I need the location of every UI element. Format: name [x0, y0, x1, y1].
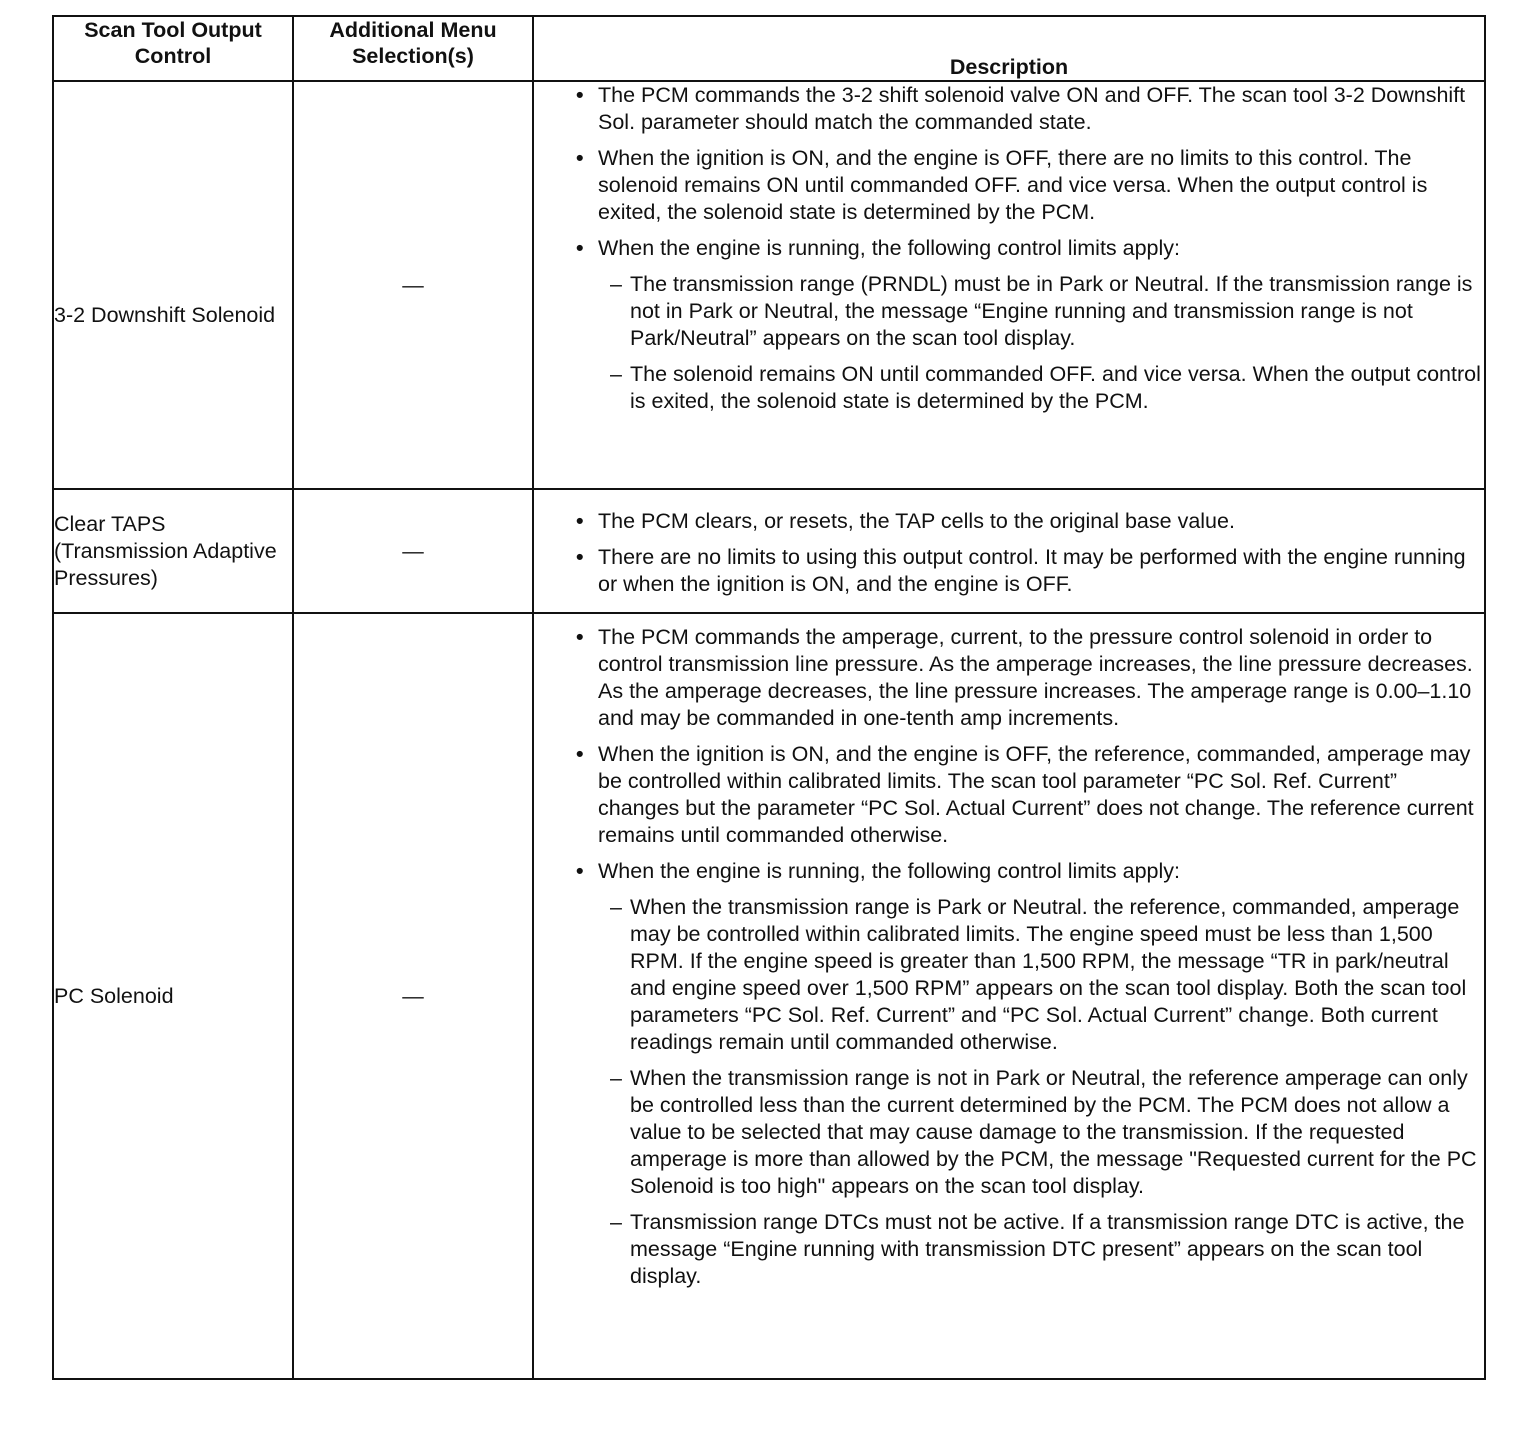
sub-item: – The transmission range (PRNDL) must be in Park or Neutral. If the transmission range is not in Park or Neutral, the message “Engine running and transmission range is not Park/Neutral” appears on the scan tool display.	[610, 272, 1473, 350]
dash-icon: –	[610, 272, 622, 296]
bullet-icon: •	[576, 509, 584, 533]
bullet-item: • There are no limits to using this output control. It may be performed with the engine running or when the ignition is ON, and the engine is OFF.	[576, 545, 1466, 596]
dash-icon: –	[610, 1210, 622, 1234]
bullet-icon: •	[576, 236, 584, 260]
dash-icon: –	[610, 895, 622, 919]
bullet-item: • When the engine is running, the following control limits apply: – When the transmission range is Park or Neutral. the reference, commanded, amperage may be controlled within calibrated limits. The engine speed must be less than 1,500 RPM. If the engine speed is greater than 1,500 RPM, the message “TR in park/neutral and engine speed over 1,500 RPM” appears on the scan tool display. Both the scan tool parameters “PC Sol. Ref. Current” and “PC Sol. Actual Current” change. Both current readings remain until commanded otherwise. – When the transmission range is not in Park or Neutral, the reference amperage can only be controlled less than the current determined by the PCM. The PCM does not allow a value to be selected that may cause damage to the transmission. If the requested amperage is more than allowed by the PCM, the message "Requested current for the PC Solenoid is too high" appears on the scan tool display. – Transmission range DTCs must not be active. If a transmission range DTC is active, the message “Engine running with transmission DTC present” appears on the scan tool display.	[598, 858, 1484, 1290]
control-name: PC Solenoid	[53, 613, 293, 1379]
sub-item: – When the transmission range is Park or Neutral. the reference, commanded, amperage may be controlled within calibrated limits. The engine speed must be less than 1,500 RPM. If the engine speed is greater than 1,500 RPM, the message “TR in park/neutral and engine speed over 1,500 RPM” appears on the scan tool display. Both the scan tool parameters “PC Sol. Ref. Current” and “PC Sol. Actual Current” change. Both current readings remain until commanded otherwise.	[610, 895, 1467, 1054]
output-control-table	[52, 15, 1486, 1380]
bullet-icon: •	[576, 625, 584, 649]
bullet-item: • When the engine is running, the following control limits apply: – The transmission range (PRNDL) must be in Park or Neutral. If the transmission range is not in Park or Neutral, the message “Engine running and transmission range is not Park/Neutral” appears on the scan tool display. – The solenoid remains ON until commanded OFF. and vice versa. When the output control is exited, the solenoid state is determined by the PCM.	[598, 235, 1484, 415]
bullet-icon: •	[576, 859, 584, 883]
dash-icon: –	[610, 362, 622, 386]
bullet-icon: •	[576, 83, 584, 107]
description-cell	[533, 489, 1485, 613]
sub-item: – The solenoid remains ON until commanded OFF. and vice versa. When the output control is exited, the solenoid state is determined by the PCM.	[610, 362, 1481, 413]
bullet-list	[534, 508, 1484, 598]
bullet-list	[534, 624, 1484, 1290]
menu-selection: —	[293, 489, 533, 613]
bullet-item: • When the ignition is ON, and the engine is OFF, there are no limits to this control. The solenoid remains ON until commanded OFF. and vice versa. When the output control is exited, the solenoid state is determined by the PCM.	[576, 146, 1428, 224]
bullet-item: • The PCM commands the 3-2 shift solenoid valve ON and OFF. The scan tool 3-2 Downshift Sol. parameter should match the commanded state.	[576, 83, 1466, 134]
bullet-item: • The PCM clears, or resets, the TAP cells to the original base value.	[576, 509, 1235, 533]
control-name: 3-2 Downshift Solenoid	[53, 81, 293, 489]
bullet-item: • The PCM commands the amperage, current, to the pressure control solenoid in order to control transmission line pressure. As the amperage increases, the line pressure decreases. As the amperage decreases, the line pressure increases. The amperage range is 0.00–1.10 and may be commanded in one-tenth amp increments.	[576, 625, 1473, 730]
header-description: Description	[533, 16, 1485, 81]
menu-selection: —	[293, 613, 533, 1379]
control-name: Clear TAPS (Transmission Adaptive Pressures)	[53, 489, 293, 613]
sub-item: – Transmission range DTCs must not be active. If a transmission range DTC is active, the message “Engine running with transmission DTC present” appears on the scan tool display.	[610, 1210, 1465, 1288]
bullet-icon: •	[576, 545, 584, 569]
bullet-icon: •	[576, 146, 584, 170]
sub-item-list	[598, 894, 1484, 1290]
dash-icon: –	[610, 1066, 622, 1090]
bullet-list	[534, 82, 1484, 415]
table-row	[53, 489, 1485, 613]
sub-item-list	[598, 271, 1484, 415]
table-row	[53, 613, 1485, 1379]
description-cell	[533, 81, 1485, 489]
table-row	[53, 81, 1485, 489]
header-row	[53, 16, 1485, 81]
description-cell	[533, 613, 1485, 1379]
menu-selection: —	[293, 81, 533, 489]
bullet-icon: •	[576, 742, 584, 766]
sub-item: – When the transmission range is not in Park or Neutral, the reference amperage can only be controlled less than the current determined by the PCM. The PCM does not allow a value to be selected that may cause damage to the transmission. If the requested amperage is more than allowed by the PCM, the message "Requested current for the PC Solenoid is too high" appears on the scan tool display.	[610, 1066, 1477, 1198]
bullet-item: • When the ignition is ON, and the engine is OFF, the reference, commanded, amperage may be controlled within calibrated limits. The scan tool parameter “PC Sol. Ref. Current” changes but the parameter “PC Sol. Actual Current” does not change. The reference current remains until commanded otherwise.	[576, 742, 1474, 847]
header-additional-menu-selections: Additional Menu Selection(s)	[293, 16, 533, 81]
header-scan-tool-output-control: Scan Tool Output Control	[53, 16, 293, 81]
